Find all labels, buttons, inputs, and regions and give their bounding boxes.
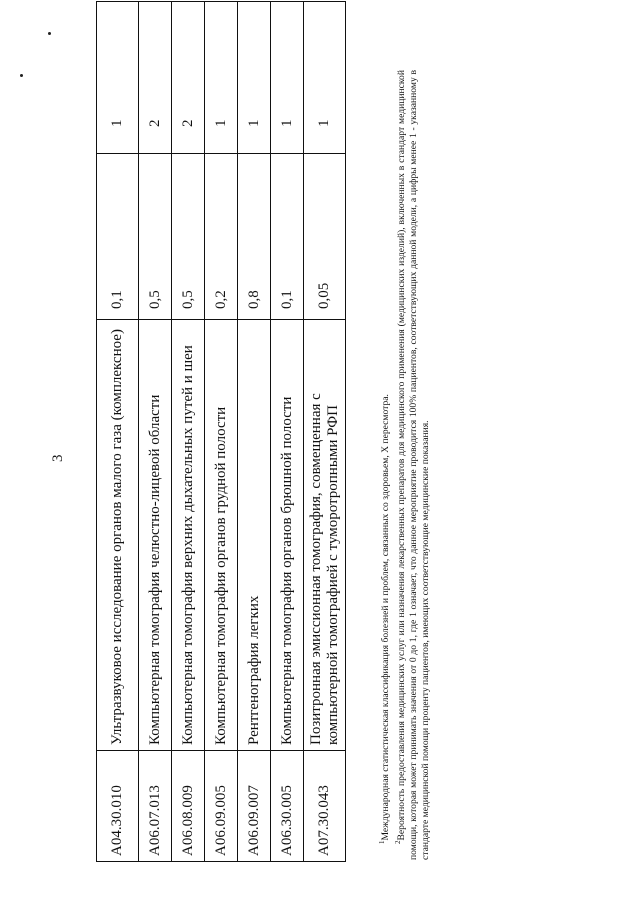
table-row <box>97 2 139 862</box>
frequency: 0,5 <box>139 154 172 320</box>
procedures-table <box>96 1 346 862</box>
service-name: Компьютерная томография верхних дыхательных путей и шеи <box>172 320 205 751</box>
frequency: 0,5 <box>172 154 205 320</box>
footnote-2 <box>392 70 432 860</box>
service-code: A06.08.009 <box>172 751 205 862</box>
table-row <box>238 2 271 862</box>
service-name: Позитронная эмиссионная томография, совмещенная с компьютерной томографией с туморотропными РФП <box>304 320 346 751</box>
table-row <box>205 2 238 862</box>
footnote-1 <box>376 70 392 860</box>
table-row <box>139 2 172 862</box>
frequency: 0,8 <box>238 154 271 320</box>
multiplicity: 1 <box>238 2 271 154</box>
frequency: 0,05 <box>304 154 346 320</box>
footnotes <box>376 70 432 860</box>
service-code: A07.30.043 <box>304 751 346 862</box>
frequency: 0,2 <box>205 154 238 320</box>
multiplicity: 1 <box>205 2 238 154</box>
service-name: Компьютерная томография органов грудной полости <box>205 320 238 751</box>
frequency: 0,1 <box>97 154 139 320</box>
page-number: 3 <box>50 454 66 462</box>
frequency: 0,1 <box>271 154 304 320</box>
rotated-page <box>40 42 600 862</box>
multiplicity: 2 <box>172 2 205 154</box>
multiplicity: 2 <box>139 2 172 154</box>
service-code: A06.07.013 <box>139 751 172 862</box>
scan-speck <box>48 32 51 35</box>
multiplicity: 1 <box>97 2 139 154</box>
multiplicity: 1 <box>271 2 304 154</box>
service-name: Ультразвуковое исследование органов малого газа (комплексное) <box>97 320 139 751</box>
footnote-mark: 1 <box>378 840 386 844</box>
service-code: A06.09.007 <box>238 751 271 862</box>
service-code: A06.09.005 <box>205 751 238 862</box>
table-row <box>304 2 346 862</box>
service-code: A04.30.010 <box>97 751 139 862</box>
service-code: A06.30.005 <box>271 751 304 862</box>
service-name: Компьютерная томография органов брюшной полости <box>271 320 304 751</box>
footnote-text: Вероятность предоставления медицинских услуг или назначения лекарственных препаратов для медицинского применения (медицинских изделий), включенных в стандарт медицинской помощи, которая может принимать значения от 0 до 1, где 1 означает, что данное мероприятие проводится 100% пациентов, соответствующих данной модели, а цифры менее 1 - указанному в стандарте медицинской помощи проценту пациентов, имеющих соответствующие медицинские показания. <box>396 70 432 860</box>
footnote-mark: 2 <box>394 840 403 844</box>
footnote-text: Международная статистическая классификация болезней и проблем, связанных со здоровьем, X пересмотра. <box>380 394 392 841</box>
table-row <box>172 2 205 862</box>
multiplicity: 1 <box>304 2 346 154</box>
scan-speck <box>20 74 23 77</box>
table-row <box>271 2 304 862</box>
service-name: Компьютерная томография челюстно-лицевой области <box>139 320 172 751</box>
service-name: Рентгенография легких <box>238 320 271 751</box>
